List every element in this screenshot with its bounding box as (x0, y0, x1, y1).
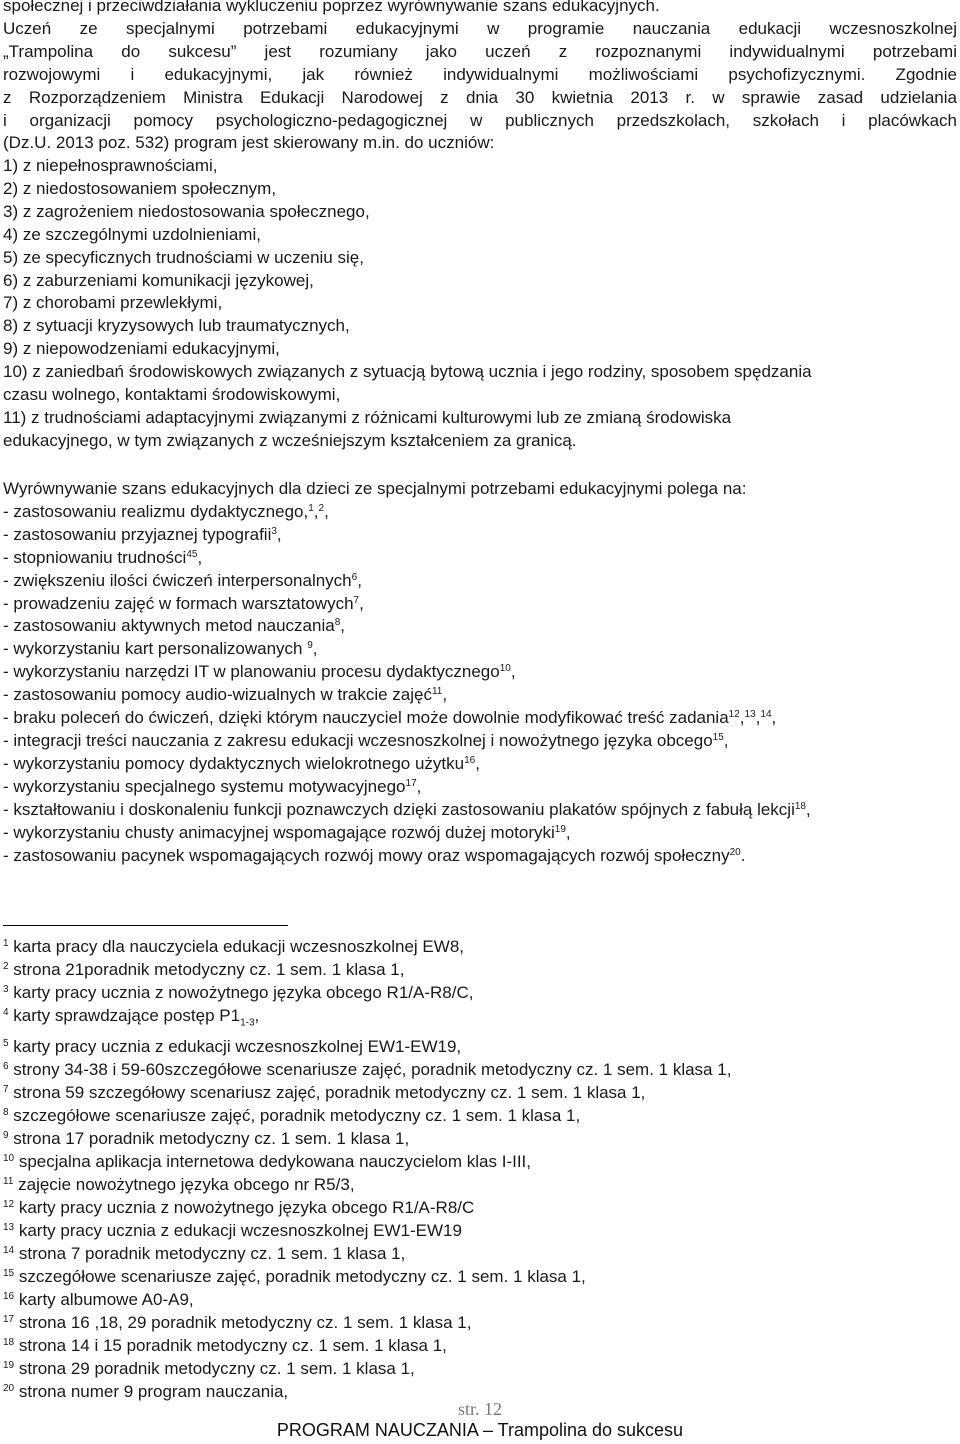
list-item (3, 524, 957, 547)
punctuation: , (442, 685, 448, 705)
footnote-text: specjalna aplikacja internetowa dedykowana nauczycielom klas I-III, (14, 1151, 532, 1171)
item-text: - integracji treści nauczania z zakresu edukacji wczesnoszkolnej i nowożytnego języka obcego (3, 730, 713, 750)
footnote-number: 9 (3, 1129, 9, 1141)
item-text: - braku poleceń do ćwiczeń, dzięki którym nauczyciel może dowolnie modyfikować treść zadania (3, 708, 729, 728)
intro-line: „Trampolina do sukcesu” jest rozumiany jako uczeń z rozpoznanymi indywidualnymi potrzebami (3, 41, 957, 61)
punctuation: , (510, 662, 516, 682)
list-item (3, 593, 957, 616)
footnote (3, 1265, 957, 1288)
footnote-ref: 45 (186, 548, 198, 560)
footnote-text: strona 29 poradnik metodyczny cz. 1 sem. 1 klasa 1, (14, 1359, 415, 1379)
intro-line: z Rozporządzeniem Ministra Edukacji Narodowej z dnia 30 kwietnia 2013 r. w sprawie zasad udzielania (3, 87, 957, 107)
footnote-ref: 10 (499, 663, 511, 675)
footnote-number: 14 (3, 1245, 15, 1256)
punctuation: , (312, 639, 318, 659)
list-item (3, 776, 957, 799)
footnote-text: strona numer 9 program nauczania, (14, 1382, 289, 1402)
item-text: - zastosowaniu realizmu dydaktycznego, (3, 501, 309, 521)
list-item (3, 547, 957, 570)
footnote-ref: 13 (744, 709, 756, 721)
footnote-number: 20 (3, 1383, 15, 1395)
list-item (3, 730, 957, 753)
item-text: - zastosowaniu aktywnych metod nauczania (3, 616, 335, 636)
footnote-ref: 15 (712, 731, 724, 743)
footnote-number: 3 (3, 984, 9, 996)
punctuation: , (254, 1006, 260, 1026)
list-item (3, 684, 957, 707)
footnote-text: karty sprawdzające postęp P1 (8, 1006, 241, 1026)
punctuation: . (740, 845, 746, 865)
separator: , (739, 708, 745, 728)
footnote-ref: 17 (405, 777, 417, 789)
intro-line: i organizacji pomocy psychologiczno-pedagogicznej w publicznych przedszkolach, szkołach i placówkach (3, 110, 957, 130)
footnote (3, 1173, 957, 1196)
footnote-text: karta pracy dla nauczyciela edukacji wczesnoszkolnej EW8, (8, 937, 464, 956)
footnote (3, 935, 957, 958)
list-item: 11) z trudnościami adaptacyjnymi związanymi z różnicami kulturowymi lub ze zmianą środowiska (3, 407, 732, 427)
list-item: 4) ze szczególnymi uzdolnieniami, (3, 224, 261, 244)
footnote (3, 1035, 957, 1058)
list-item: 7) z chorobami przewlekłymi, (3, 293, 223, 313)
footnote-number: 6 (3, 1060, 9, 1072)
intro-line: społecznej i przeciwdziałania wykluczeniu poprzez wyrównywanie szans edukacyjnych. (3, 0, 660, 15)
footnote-subscript: 1-3 (240, 1017, 255, 1029)
footnote-text: strona 21poradnik metodyczny cz. 1 sem. 1 klasa 1, (8, 960, 405, 980)
list-item: edukacyjnego, w tym związanych z wcześniejszym kształceniem za granicą. (3, 430, 577, 450)
punctuation: , (340, 616, 345, 636)
footnote-number: 12 (3, 1198, 15, 1210)
punctuation: , (197, 547, 203, 567)
item-text: - stopniowaniu trudności (3, 547, 187, 567)
footnote-number: 19 (3, 1360, 15, 1372)
footnote-number: 13 (3, 1221, 15, 1233)
footnote (3, 1058, 957, 1081)
page-footer: PROGRAM NAUCZANIA – Trampolina do sukcesu (276, 1420, 684, 1440)
punctuation: , (359, 593, 364, 613)
separator: , (755, 708, 761, 728)
footnote (3, 1196, 957, 1219)
footnote-ref: 18 (794, 800, 806, 812)
footnote-number: 10 (3, 1152, 15, 1164)
footnote-number: 18 (3, 1337, 15, 1349)
list-item: 1) z niepełnosprawnościami, (3, 156, 218, 175)
punctuation: , (324, 501, 329, 521)
footnote-ref: 7 (353, 594, 360, 606)
punctuation: , (565, 822, 571, 842)
item-text: - wykorzystaniu pomocy dydaktycznych wielokrotnego użytku (3, 753, 465, 773)
list-item (3, 638, 957, 661)
footnote (3, 1311, 957, 1334)
footnote-ref: 2 (318, 502, 325, 514)
list-item: 2) z niedostosowaniem społecznym, (3, 178, 277, 198)
footnote-number: 8 (3, 1106, 9, 1118)
footnote-text: strona 14 i 15 poradnik metodyczny cz. 1 sem. 1 klasa 1, (14, 1336, 447, 1356)
punctuation: , (357, 570, 362, 590)
list-item (3, 822, 957, 845)
footnote (3, 981, 957, 1004)
punctuation: , (805, 799, 811, 819)
footnote (3, 1004, 957, 1034)
footnote (3, 1219, 957, 1242)
footnote-text: karty pracy ucznia z edukacji wczesnoszkolnej EW1-EW19, (8, 1036, 462, 1056)
list-item: 9) z niepowodzeniami edukacyjnymi, (3, 339, 280, 359)
list-item: 6) z zaburzeniami komunikacji językowej, (3, 270, 314, 290)
footnote-text: strona 59 szczegółowy scenariusz zajęć, poradnik metodyczny cz. 1 sem. 1 klasa 1, (8, 1082, 646, 1102)
footnote-number: 2 (3, 961, 9, 973)
punctuation: , (416, 776, 422, 796)
item-text: - wykorzystaniu specjalnego systemu motywacyjnego (3, 776, 406, 796)
footnote (3, 1242, 957, 1265)
list-item: 8) z sytuacji kryzysowych lub traumatycznych, (3, 316, 350, 336)
item-text: - wykorzystaniu kart personalizowanych (3, 639, 308, 659)
list-item (3, 615, 957, 638)
footnote (3, 1150, 957, 1173)
footnote-number: 16 (3, 1291, 15, 1303)
footnote (3, 1081, 957, 1104)
footnote-number: 7 (3, 1083, 9, 1095)
footnote-number: 11 (3, 1175, 14, 1187)
footnote-ref: 6 (351, 571, 358, 583)
footnote-text: karty pracy ucznia z nowożytnego języka obcego R1/A-R8/C (14, 1197, 475, 1217)
footnote-text: zajęcie nowożytnego języka obcego nr R5/3, (13, 1174, 355, 1194)
footnote-separator (3, 925, 288, 926)
footnote-ref: 12 (728, 709, 740, 721)
footnote-text: szczegółowe scenariusze zajęć, poradnik metodyczny cz. 1 sem. 1 klasa 1, (8, 1105, 581, 1125)
list-item (3, 661, 957, 684)
list-item (3, 570, 957, 593)
list-item (3, 501, 957, 524)
footnote-text: szczegółowe scenariusze zajęć, poradnik metodyczny cz. 1 sem. 1 klasa 1, (14, 1267, 586, 1287)
footnote-ref: 1 (308, 502, 314, 514)
footnote (3, 1334, 957, 1357)
punctuation: , (771, 708, 777, 728)
list-item: czasu wolnego, kontaktami środowiskowymi, (3, 385, 341, 405)
punctuation: , (276, 524, 282, 544)
footnote (3, 1127, 957, 1150)
page-number: str. 12 (457, 1399, 502, 1419)
footnote-ref: 20 (729, 846, 741, 858)
footnote-number: 5 (3, 1037, 9, 1049)
footnote-number: 4 (3, 1007, 9, 1019)
footnote-text: strona 16 ,18, 29 poradnik metodyczny cz. 1 sem. 1 klasa 1, (14, 1313, 472, 1333)
footnote (3, 1357, 957, 1380)
footnote-ref: 3 (271, 525, 277, 537)
item-text: - kształtowaniu i doskonaleniu funkcji poznawczych dzięki zastosowaniu plakatów spójnych z fabułą lekcji (3, 799, 795, 819)
footnote-ref: 19 (554, 823, 566, 835)
footnote (3, 958, 957, 981)
footnote-text: karty albumowe A0-A9, (14, 1290, 194, 1310)
punctuation: , (475, 753, 480, 773)
list-item: 10) z zaniedbań środowiskowych związanych z sytuacją bytową ucznia i jego rodziny, sposobem spędzania (3, 362, 812, 382)
list-item: 3) z zagrożeniem niedostosowania społecznego, (3, 201, 370, 221)
intro-paragraph (3, 0, 957, 155)
item-text: - zastosowaniu pacynek wspomagających rozwój mowy oraz wspomagających rozwój społeczny (3, 845, 730, 865)
list-item (3, 707, 957, 730)
list-item (3, 845, 957, 868)
footnote (3, 1288, 957, 1311)
footnotes (3, 935, 957, 1403)
item-text: - wykorzystaniu chusty animacyjnej wspomagające rozwój dużej motoryki (3, 822, 555, 842)
item-text: - zwiększeniu ilości ćwiczeń interpersonalnych (3, 570, 352, 590)
intro-line: Uczeń ze specjalnymi potrzebami edukacyjnymi w programie nauczania edukacji wczesnoszkolnej (3, 18, 957, 38)
footnote-ref: 14 (760, 709, 772, 721)
separator: , (313, 501, 319, 521)
footnote-ref: 9 (307, 640, 313, 652)
students-list (3, 155, 957, 453)
footnote-number: 17 (3, 1314, 15, 1326)
equal-opportunities-section (3, 478, 957, 867)
footnote-text: strona 17 poradnik metodyczny cz. 1 sem. 1 klasa 1, (8, 1128, 410, 1148)
footnote (3, 1104, 957, 1127)
item-text: - prowadzeniu zajęć w formach warsztatowych (3, 593, 354, 613)
item-text: - zastosowaniu przyjaznej typografii (3, 524, 272, 544)
footnote-text: strony 34-38 i 59-60szczegółowe scenariusze zajęć, poradnik metodyczny cz. 1 sem. 1 klasa 1, (8, 1059, 732, 1079)
footnote-number: 1 (3, 938, 9, 949)
footnote-text: strona 7 poradnik metodyczny cz. 1 sem. 1 klasa 1, (14, 1244, 406, 1263)
footnote-number: 15 (3, 1268, 15, 1280)
list-item (3, 799, 957, 822)
punctuation: , (723, 730, 729, 750)
footnote-ref: 16 (464, 754, 476, 766)
intro-line: (Dz.U. 2013 poz. 532) program jest skierowany m.in. do uczniów: (3, 133, 495, 153)
footnote-ref: 11 (431, 686, 443, 698)
intro-line: rozwojowymi i edukacyjnymi, jak również indywidualnymi możliwościami psychofizycznymi. Zgodnie (3, 64, 957, 84)
footnote-text: karty pracy ucznia z edukacji wczesnoszkolnej EW1-EW19 (14, 1220, 462, 1240)
item-text: - zastosowaniu pomocy audio-wizualnych w trakcie zajęć (3, 685, 432, 705)
list-item: 5) ze specyficznych trudnościami w uczeniu się, (3, 247, 364, 267)
equal-opportunities-list (3, 501, 957, 868)
item-text: - wykorzystaniu narzędzi IT w planowaniu procesu dydaktycznego (3, 662, 500, 682)
list-item (3, 753, 957, 776)
section-heading: Wyrównywanie szans edukacyjnych dla dzieci ze specjalnymi potrzebami edukacyjnymi polega na: (3, 479, 747, 498)
footnote-text: karty pracy ucznia z nowożytnego języka obcego R1/A-R8/C, (8, 983, 474, 1003)
footnote-ref: 8 (334, 617, 341, 629)
